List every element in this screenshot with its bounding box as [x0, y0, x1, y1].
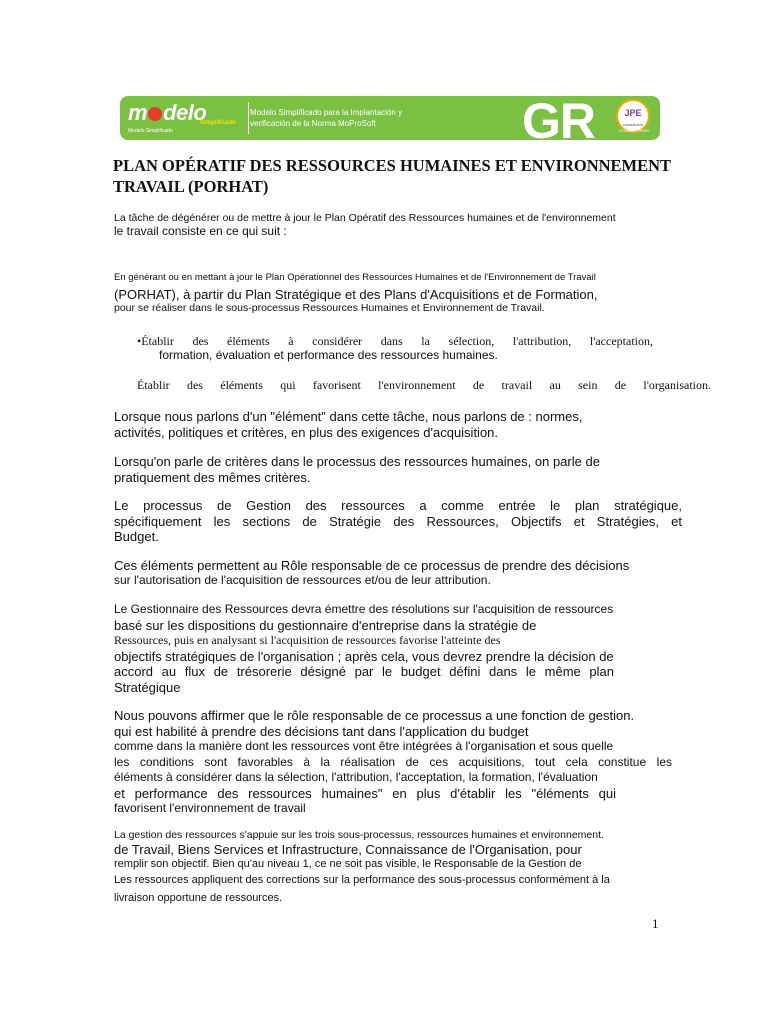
logo-subtitle: Modelo Simplificado — [128, 128, 173, 134]
logo-letter-m: m — [128, 100, 148, 125]
paragraph-role: Ces éléments permettent au Rôle responsable de ce processus de prendre des décisions sur l'autorisation de l'acquisition de ressources et/ou de leur attribution. — [114, 558, 630, 587]
logo-dot-icon — [148, 107, 162, 121]
paragraph-porhat-cont: (PORHAT), à partir du Plan Stratégique et des Plans d'Acquisitions et de Formation, — [114, 287, 598, 302]
logo-tag: Simplificado — [200, 120, 236, 126]
badge-subtext: consultores — [622, 122, 644, 127]
paragraph-porhat: En générant ou en mettant à jour le Plan Opérationnel des Ressources Humaines et de l'Environnement de Travail — [114, 272, 596, 283]
paragraph-role-management: Nous pouvons affirmer que le rôle responsable de ce processus a une fonction de gestion. qui est habilité à prendre des décisions tant dans l'application du budget comme dans la manière dont les ressources vont être intégrées à l'organisation et sous quelle les conditions sont favorables à la réalisation de ces acquisitions, tout cela constitue les éléments à considérer dans la sélection, l'attribution, l'acceptation, la formation, l'évaluation et performance des ressources humaines" en plus d'établir les "éléments qui favorisent l'environnement de travail — [114, 708, 672, 815]
badge-label: CONSULTORES — [618, 128, 650, 133]
logo-word: delo — [163, 100, 207, 125]
bullet-item-2: Établir des éléments qui favorisent l'environnement de travail au sein de l'organisation. — [137, 378, 711, 392]
title-line-1: PLAN OPÉRATIF DES RESSOURCES HUMAINES ET ENVIRONNEMENT — [113, 156, 672, 175]
document-title — [113, 155, 673, 197]
paragraph-subprocesses: La gestion des ressources s'appuie sur les trois sous-processus, ressources humaines et environnement. de Travail, Biens Services et Infrastructure, Connaissance de l'Organisation, pour remplir son objectif. Bien qu'au niveau 1, ce ne soit pas visible, le Responsable de la Gestion de Les ressources appliquent des corrections sur la performance des sous-processus conformément à la livraison opportune de ressources. — [114, 829, 610, 904]
paragraph-porhat-end: pour se réaliser dans le sous-processus Ressources Humaines et Environnement de Travail. — [114, 302, 545, 314]
banner-divider — [248, 102, 249, 134]
paragraph-process: Le processus de Gestion des ressources a comme entrée le plan stratégique, spécifiquement les sections de Stratégie des Ressources, Objectifs et Stratégies, et Budget. — [114, 498, 682, 544]
bullet-item-1-cont: formation, évaluation et performance des ressources humaines. — [159, 348, 498, 362]
title-line-2: TRAVAIL (PORHAT) — [113, 177, 269, 196]
bullet-item-1: •Établir des éléments à considérer dans la sélection, l'attribution, l'acceptation, — [137, 334, 653, 348]
header-banner — [120, 96, 660, 140]
intro-paragraph: La tâche de dégénérer ou de mettre à jour le Plan Opératif des Ressources humaines et de l'environnement le travail consiste en ce qui suit : — [114, 212, 616, 238]
modelo-logo — [128, 100, 246, 136]
page-number: 1 — [652, 916, 659, 931]
banner-tagline: Modelo Simplificado para la Implantación y verificación de la Norma MoProSoft — [250, 108, 403, 128]
paragraph-manager: Le Gestionnaire des Ressources devra émettre des résolutions sur l'acquisition de ressources basé sur les dispositions du gestionnaire d'entreprise dans la stratégie de Ressources, puis en analysant si l'acquisition de ressources favorise l'atteinte des objectifs stratégiques de l'organisation ; après cela, vous devrez prendre la décision de accord au flux de trésorerie désigné par le budget défini dans le même plan Stratégique — [114, 602, 614, 695]
badge-text: JPE — [624, 108, 642, 118]
gr-logo: GR — [522, 96, 595, 140]
paragraph-element: Lorsque nous parlons d'un "élément" dans cette tâche, nous parlons de : normes, activités, politiques et critères, en plus des exigences d'acquisition. — [114, 409, 583, 440]
paragraph-criteria: Lorsqu'on parle de critères dans le processus des ressources humaines, on parle de pratiquement des mêmes critères. — [114, 454, 600, 485]
